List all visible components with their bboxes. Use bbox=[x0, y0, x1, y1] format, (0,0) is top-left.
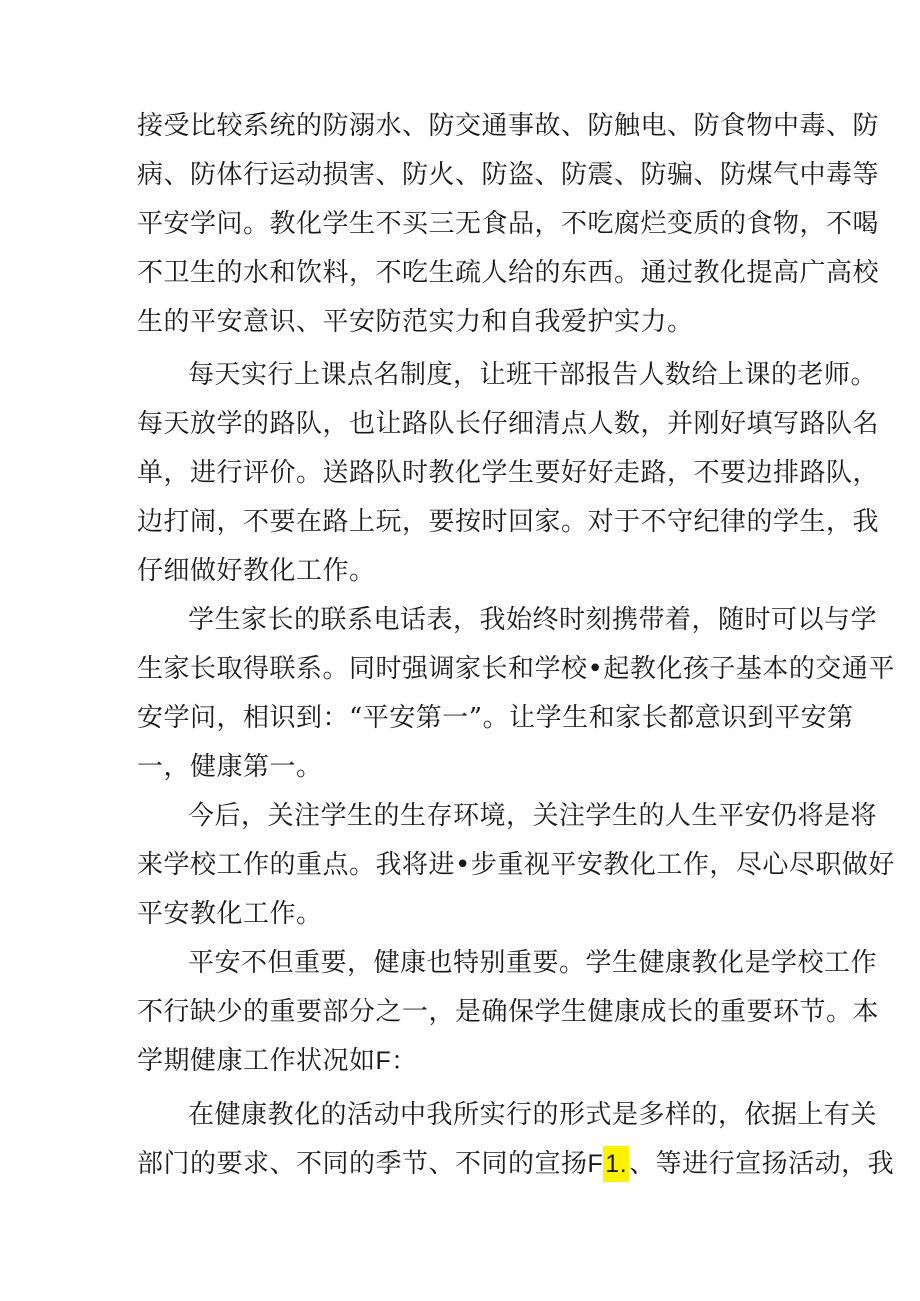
highlighted-text: 1. bbox=[603, 1146, 629, 1182]
paragraph-2-line-2: 每天放学的路队，也让路队长仔细清点人数，并刚好填写路队名 bbox=[137, 409, 880, 439]
paragraph-3-line-1: 学生家长的联系电话表，我始终时刻携带着，随时可以与学 bbox=[188, 605, 878, 635]
paragraph-2-line-5: 仔细做好教化工作。 bbox=[137, 556, 376, 586]
paragraph-5-line-2: 不行缺少的重要部分之一，是确保学生健康成长的重要环节。本 bbox=[137, 997, 880, 1027]
paragraph-5-line-3 bbox=[137, 1041, 920, 1081]
paragraph-2-line-1: 每天实行上课点名制度，让班干部报告人数给上课的老师。 bbox=[188, 360, 878, 390]
paragraph-6-line-2-text: 部门的要求、不同的季节、不同的宣扬 bbox=[137, 1149, 588, 1179]
paragraph-3-line-4: 一，健康第一。 bbox=[137, 752, 323, 782]
paragraph-3-line-3: 安学问，相识到：“平安第一”。让学生和家长都意识到平安第 bbox=[137, 703, 854, 733]
paragraph-1-line-3: 平安学问。教化学生不买三无食品，不吃腐烂变质的食物，不喝 bbox=[137, 209, 880, 239]
paragraph-1-line-4: 不卫生的水和饮料，不吃生疏人给的东西。通过教化提高广高校 bbox=[137, 258, 880, 288]
paragraph-1-line-2: 病、防体行运动损害、防火、防盗、防震、防骗、防煤气中毒等 bbox=[137, 160, 880, 190]
paragraph-1-line-5: 生的平安意识、平安防范实力和自我爱护实力。 bbox=[137, 307, 694, 337]
paragraph-4-line-1: 今后，关注学生的生存环境，关注学生的人生平安仍将是将 bbox=[188, 801, 878, 831]
paragraph-6-line-1: 在健康教化的活动中我所实行的形式是多样的，依据上有关 bbox=[188, 1100, 878, 1130]
paragraph-3-line-2: 生家长取得联系。同时强调家长和学校•起教化孩子基本的交通平 bbox=[137, 654, 895, 684]
paragraph-5-line-3-text: 学期健康工作状况如 bbox=[137, 1046, 376, 1076]
paragraph-2-line-4: 边打闹，不要在路上玩，要按时回家。对于不守纪律的学生，我 bbox=[137, 507, 880, 537]
paragraph-1-line-1: 接受比较系统的防溺水、防交通事故、防触电、防食物中毒、防 bbox=[137, 111, 880, 141]
paragraph-5-line-1: 平安不但重要，健康也特别重要。学生健康教化是学校工作 bbox=[188, 948, 878, 978]
paragraph-5-line-3-latin: F： bbox=[375, 1047, 417, 1075]
paragraph-4-line-3: 平安教化工作。 bbox=[137, 899, 323, 929]
paragraph-6-line-2 bbox=[137, 1144, 920, 1184]
paragraph-6-line-2-tail: 、等进行宣扬活动，我 bbox=[629, 1149, 895, 1179]
paragraph-2-line-3: 单，进行评价。送路队时教化学生要好好走路，不要边排路队， bbox=[137, 458, 880, 488]
paragraph-6-line-2-latin: F bbox=[587, 1150, 604, 1178]
paragraph-4-line-2: 来学校工作的重点。我将进•步重视平安教化工作，尽心尽职做好 bbox=[137, 850, 895, 880]
